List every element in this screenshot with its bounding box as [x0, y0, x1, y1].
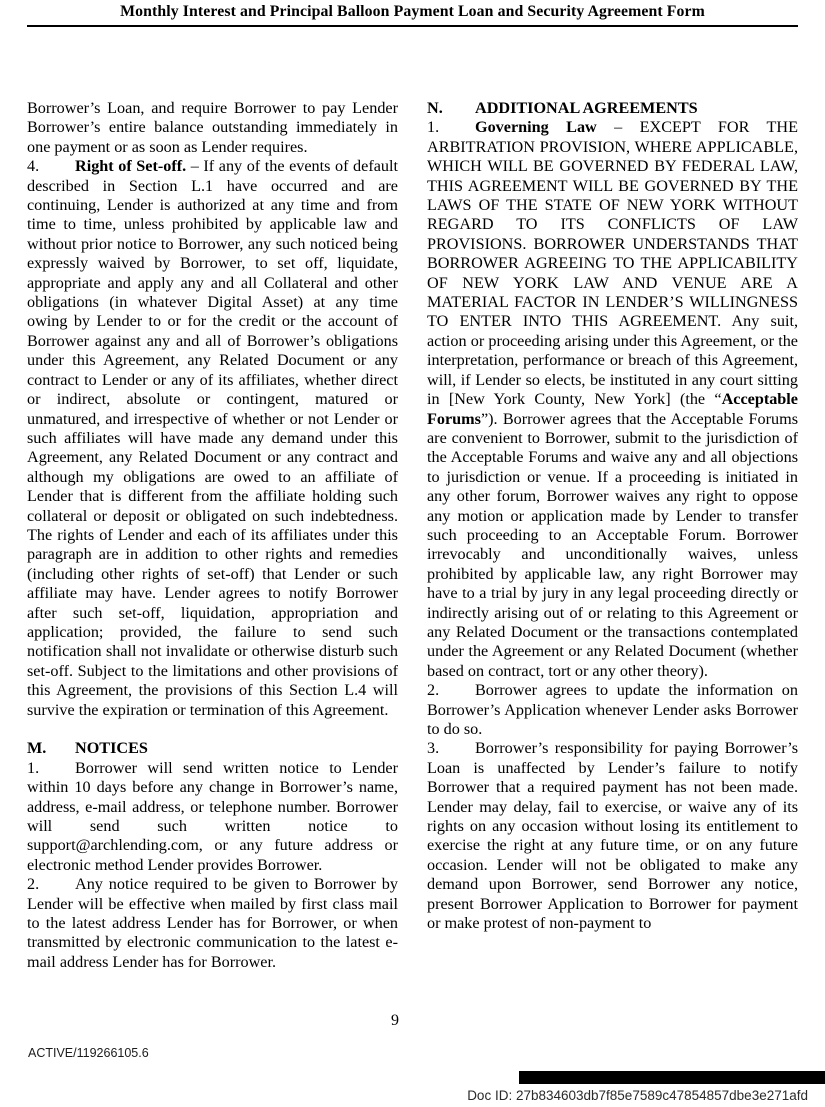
- page-number: 9: [391, 1012, 399, 1029]
- list-number: 1.: [427, 118, 440, 137]
- heading-notices: M. NOTICES: [27, 739, 148, 758]
- right-column: [427, 99, 798, 972]
- document-body: [27, 99, 798, 972]
- bold-run: Governing Law: [475, 118, 597, 137]
- list-number: 3.: [427, 739, 440, 758]
- paragraph-notices-1: 1. Borrower will send written notice to Lender within 10 days before any change in Borrower’s name, address, e-mail address, or telephone number. Borrower will send such written notice to support@archlending.com, or any future address or electronic method Lender provides Borrower.: [27, 758, 398, 874]
- doc-id-label: Doc ID: 27b834603db7f85e7589c47854857dbe3e271afd: [467, 1088, 808, 1103]
- paragraph-update-information: 2. Borrower agrees to update the information on Borrower’s Application whenever Lender asks Borrower to do so.: [427, 681, 798, 738]
- header-divider: [27, 25, 798, 27]
- paragraph-notices-2: 2. Any notice required to be given to Borrower by Lender will be effective when mailed by first class mail to the latest address Lender has for Borrower, or when transmitted by electronic communication to the latest e-mail address Lender has for Borrower.: [27, 875, 398, 971]
- heading-additional-agreements: N. ADDITIONAL AGREEMENTS: [427, 99, 698, 117]
- list-number: M.: [27, 739, 47, 758]
- paragraph-balance-due: Borrower’s Loan, and require Borrower to pay Lender Borrower’s entire balance outstanding immediately in one payment or as soon as Lender requires.: [27, 99, 398, 156]
- paragraph-payment-responsibility: 3. Borrower’s responsibility for paying Borrower’s Loan is unaffected by Lender’s failure to notify Borrower that a required payment has not been made. Lender may delay, fail to exercise, or waive any of its rights on any occasion without losing its entitlement to exercise the right at any future time, or on any future occasion. Lender will not be obligated to make any demand upon Borrower, send Borrower any notice, present Borrower Application to Borrower for payment or make protest of non-payment to: [427, 739, 798, 933]
- footer-document-code: ACTIVE/119266105.6: [28, 1046, 149, 1060]
- list-number: 2.: [27, 875, 40, 894]
- list-number: 4.: [27, 157, 40, 176]
- page-title: Monthly Interest and Principal Balloon Payment Loan and Security Agreement Form: [120, 3, 705, 20]
- paragraph-right-of-set-off: 4. Right of Set-off. – If any of the events of default described in Section L.1 have occurred and are continuing, Lender is authorized at any time and from time to time, unless prohibited by applicable law and without prior notice to Borrower, any such noticed being expressly waived by Borrower, to set off, liquidate, appropriate and apply any and all Collateral and other obligations (in whatever Digital Asset) at any time owing by Lender to or for the credit or the account of Borrower against any and all of Borrower’s obligations under this Agreement, any Related Document or any contract to Lender or any of its affiliates, whether direct or indirect, absolute or contingent, matured or unmatured, and irrespective of whether or not Lender or such affiliates will have made any demand under this Agreement, any Related Document or any contract and although my obligations are owed to an affiliate of Lender that is different from the affiliate holding such collateral or deposit or obligated on such indebtedness. The rights of Lender and each of its affiliates under this paragraph are in addition to other rights and remedies (including other rights of set-off) that Lender or such affiliate may have. Lender agrees to notify Borrower after such set-off, liquidation, appropriation and application; provided, the failure to send such notification shall not invalidate or otherwise disturb such set-off. Subject to the limitations and other provisions of this Agreement, the provisions of this Section L.4 will survive the expiration or termination of this Agreement.: [27, 157, 398, 719]
- left-column: [27, 99, 398, 972]
- redaction-bar: [519, 1071, 825, 1084]
- bold-run: Acceptable Forums: [427, 390, 798, 428]
- list-number: 1.: [27, 758, 40, 777]
- bold-run: Right of Set-off.: [75, 157, 187, 176]
- list-number: 2.: [427, 681, 440, 700]
- list-number: N.: [427, 99, 443, 117]
- paragraph-governing-law: 1. Governing Law – EXCEPT FOR THE ARBITRATION PROVISION, WHERE APPLICABLE, WHICH WILL BE GOVERNED BY FEDERAL LAW, THIS AGREEMENT WILL BE GOVERNED BY THE LAWS OF THE STATE OF NEW YORK WITHOUT REGARD TO ITS CONFLICTS OF LAW PROVISIONS. BORROWER UNDERSTANDS THAT BORROWER AGREEING TO THE APPLICABILITY OF NEW YORK LAW AND VENUE ARE A MATERIAL FACTOR IN LENDER’S WILLINGNESS TO ENTER INTO THIS AGREEMENT. Any suit, action or proceeding arising under this Agreement, or the interpretation, performance or breach of this Agreement, will, if Lender so elects, be instituted in any court sitting in [New York County, New York] (the “Acceptable Forums”). Borrower agrees that the Acceptable Forums are convenient to Borrower, submit to the jurisdiction of the Acceptable Forums and waive any and all objections to jurisdiction or venue. If a proceeding is initiated in any other forum, Borrower waives any right to oppose any motion or application made by Lender to transfer such proceeding to an Acceptable Forum. Borrower irrevocably and unconditionally waives, unless prohibited by applicable law, any right Borrower may have to a trial by jury in any legal proceeding directly or indirectly arising out of or relating to this Agreement or any Related Document or the transactions contemplated under the Agreement or any Related Document (whether based on contract, tort or any other theory).: [427, 118, 799, 680]
